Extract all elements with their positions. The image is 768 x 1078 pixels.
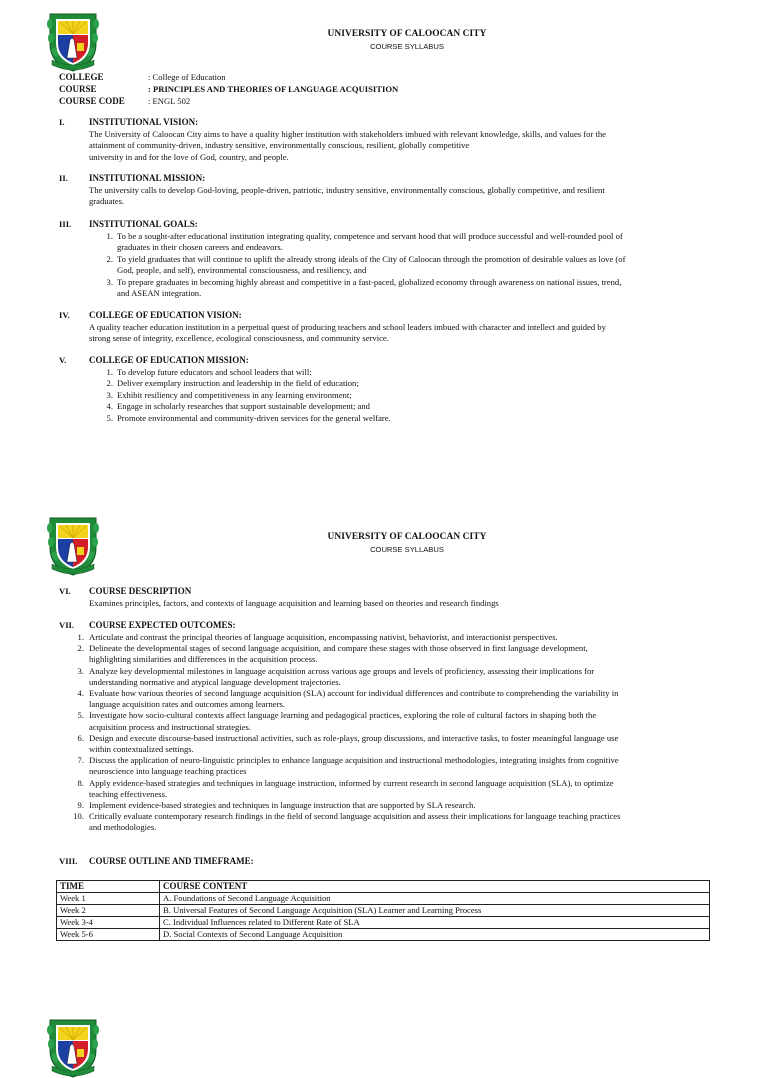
course-outline-table — [56, 880, 710, 941]
coe-mission-list — [89, 367, 709, 424]
column-header-content: COURSE CONTENT — [160, 881, 710, 893]
description-text: Examines principles, factors, and contexts of language acquisition and learning based on theories and research findings — [89, 598, 499, 608]
table-row: Week 3-4 C. Individual Influences related to Different Rate of SLA — [57, 917, 710, 929]
list-item: 7. Discuss the application of neuro-linguistic principles to enhance language acquisition and instructional methodologies, integrating insights from cognitive neuroscience into language teaching practices — [77, 755, 619, 777]
list-item: 10. Critically evaluate contemporary research findings in the field of second language acquisition and assess their implications for language teaching practices and methodologies. — [73, 811, 621, 833]
section-heading-goals: III. INSTITUTIONAL GOALS: — [59, 219, 198, 229]
list-item: 2. Delineate the developmental stages of second language acquisition, and compare these stages with those observed in first language development, highlighting similarities and differences in the acquisition process. — [77, 643, 588, 665]
meta-course: COURSE : PRINCIPLES AND THEORIES OF LANGUAGE ACQUISITION — [59, 84, 399, 94]
vision-text: The University of Caloocan City aims to have a quality higher institution with stakeholders imbued with relevant knowledge, skills, and values for the attainment of community-driven, industry sensitive, environmentally conscious, resilient, globally competitive university in and for the love of God, country, and people. — [89, 129, 606, 162]
list-item: 3. Analyze key developmental milestones in language acquisition across various age groups and levels of proficiency, assessing their implications for understanding normative and atypical language development trajectories. — [77, 665, 595, 687]
table-row: Week 1 A. Foundations of Second Language Acquisition — [57, 893, 710, 905]
section-heading-outcomes: VII. COURSE EXPECTED OUTCOMES: — [59, 620, 236, 630]
goals-list — [89, 231, 709, 299]
coe-vision-text: A quality teacher education institution in a perpetual quest of producing teachers and school leaders imbued with character and intellect and guided by strong sense of integrity, excellence, ecological consciousness, and community service. — [89, 322, 606, 344]
section-heading-vision: I. INSTITUTIONAL VISION: — [59, 117, 199, 127]
section-heading-description: VI. COURSE DESCRIPTION — [59, 586, 192, 596]
list-item: 1. To develop future educators and school leaders that will: — [106, 367, 312, 377]
table-row: Week 5-6 D. Social Contexts of Second Language Acquisition — [57, 929, 710, 941]
section-heading-mission: II. INSTITUTIONAL MISSION: — [59, 173, 206, 183]
section-heading-coe-mission: V. COLLEGE OF EDUCATION MISSION: — [59, 355, 249, 365]
document-subtitle: COURSE SYLLABUS — [370, 545, 444, 554]
list-item: 1. Articulate and contrast the principal theories of language acquisition, encompassing nativist, behaviorist, and interactionist perspectives. — [77, 632, 558, 642]
university-name: UNIVERSITY OF CALOOCAN CITY — [327, 29, 487, 39]
meta-course-code: COURSE CODE : ENGL 502 — [59, 96, 191, 106]
table-row: Week 2 B. Universal Features of Second Language Acquisition (SLA) Learner and Learning Process — [57, 905, 710, 917]
section-heading-outline: VIII. COURSE OUTLINE AND TIMEFRAME: — [59, 856, 254, 866]
table-header-row — [57, 881, 710, 893]
list-item: 8. Apply evidence-based strategies and techniques in language instruction, informed by current research in second language acquisition (SLA), to optimize teaching effectiveness. — [77, 777, 614, 799]
document-subtitle: COURSE SYLLABUS — [370, 42, 444, 51]
mission-text: The university calls to develop God-loving, people-driven, patriotic, industry sensitive, environmentally conscious, globally competitive, and resilient graduates. — [89, 185, 605, 207]
list-item: 9. Implement evidence-based strategies and techniques in language instruction that are supported by SLA research. — [77, 800, 476, 811]
list-item: 5. Investigate how socio-cultural contexts affect language learning and pedagogical practices, exploring the role of cultural factors in shaping both the acquisition process and instructional strategies. — [77, 710, 597, 732]
list-item: 1. To be a sought-after educational institution integrating quality, competence and servant hood that will produce successful and well-rounded pool of graduates in their chosen careers and endeavors. — [106, 231, 623, 253]
university-seal-logo — [46, 1016, 100, 1078]
list-item: 2. To yield graduates that will continue to uplift the already strong ideals of the City of Caloocan through the promotion of desirable values as love (of God, people, and self), environmental consciousness, and resiliency, and — [106, 253, 626, 276]
list-item: 6. Design and execute discourse-based instructional activities, such as role-plays, group discussions, and interactive tasks, to foster meaningful language use within contextualized settings. — [77, 732, 619, 755]
meta-college: COLLEGE : College of Education — [59, 72, 226, 82]
list-item: 4. Evaluate how various theories of second language acquisition (SLA) account for individual differences and contribute to comprehending the variability in language acquisition rates and outcomes among learners. — [77, 688, 619, 710]
section-heading-coe-vision: IV. COLLEGE OF EDUCATION VISION: — [59, 310, 242, 320]
university-name: UNIVERSITY OF CALOOCAN CITY — [327, 532, 487, 542]
list-item: 2. Deliver exemplary instruction and leadership in the field of education; — [106, 378, 359, 389]
outcomes-list — [66, 632, 716, 834]
list-item: 3. Exhibit resiliency and competitiveness in any learning environment; — [106, 389, 352, 400]
list-item: 5. Promote environmental and community-driven services for the general welfare. — [106, 412, 391, 423]
list-item: 4. Engage in scholarly researches that support sustainable development; and — [106, 401, 370, 412]
column-header-time: TIME — [57, 881, 160, 893]
list-item: 3. To prepare graduates in becoming highly abreast and competitive in a fast-paced, globalized economy through awareness on national issues, trend, and ASEAN integration. — [106, 276, 622, 299]
